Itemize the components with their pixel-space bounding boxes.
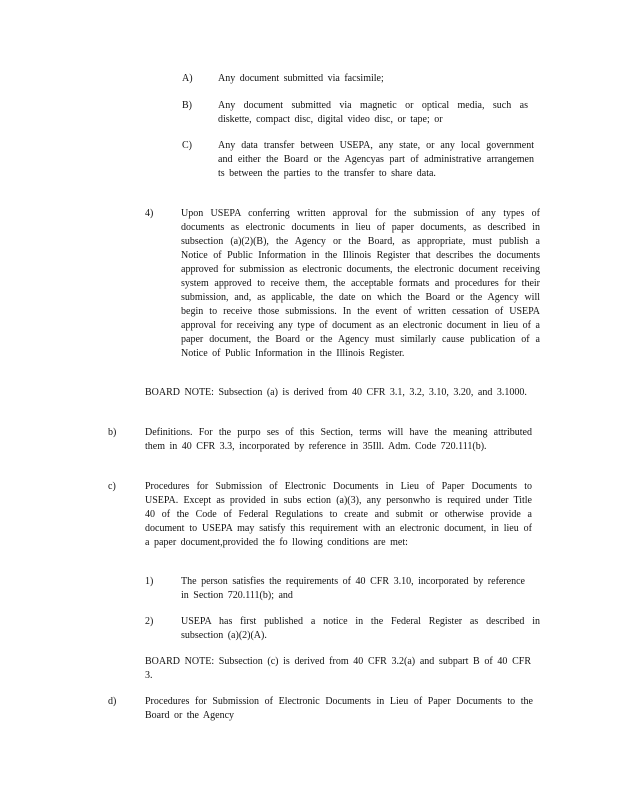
list-item-b [182, 99, 528, 127]
list-item-2 [145, 615, 540, 643]
item-text: The person satisfies the requirements of 40 CFR 3.10, incorporated by reference in Section 720.111(b); and [181, 576, 525, 601]
item-label: A) [182, 73, 193, 84]
item-label: C) [182, 140, 192, 151]
item-text: Any document submitted via magnetic or optical media, such as diskette, compact disc, digital video disc, or tape; or [218, 100, 528, 125]
item-text: USEPA has first published a notice in the Federal Register as described in subsection (a)(2)(A). [181, 616, 540, 641]
section-label: d) [108, 696, 117, 707]
section-text: Procedures for Submission of Electronic Documents in Lieu of Paper Documents to USEPA. Except as provided in subs ection (a)(3), any personwho is required under Title 40 of the Code of Federal Regulations to create and submit or otherwise provide a document to USEPA may satisfy this requirement with an electronic document, in lieu of a paper document,provided the fo llowing conditions are met: [145, 481, 532, 548]
item-text: Any document submitted via facsimile; [218, 73, 384, 84]
board-note-c: BOARD NOTE: Subsection (c) is derived from 40 CFR 3.2(a) and subpart B of 40 CFR 3. [145, 656, 531, 681]
section-d [108, 695, 533, 723]
item-label: 2) [145, 616, 154, 627]
section-label: b) [108, 427, 117, 438]
list-item-1 [145, 575, 525, 603]
item-label: 1) [145, 576, 154, 587]
section-c [108, 480, 532, 550]
section-text: Procedures for Submission of Electronic Documents in Lieu of Paper Documents to the Board or the Agency [145, 696, 533, 721]
item-label: 4) [145, 208, 154, 219]
item-text: Upon USEPA conferring written approval for the submission of any types of documents as electronic documents in lieu of paper documents, as described in subsection (a)(2)(B), the Agency or the Board, as appropriate, must publish a Notice of Public Information in the Illinois Register that describes the documents approved for submission as electronic documents, the electronic document receiving system approved to receive them, the acceptable formats and procedures for their submission, and, as applicable, the date on which the Board or the Agency will begin to receive those submissions. In the event of written cessation of USEPA approval for receiving any type of document as an electronic document in lieu of a paper document, the Board or the Agency must similarly cause publication of a Notice of Public Information in the Illinois Register. [181, 208, 540, 359]
section-b [108, 426, 532, 454]
board-note-a: BOARD NOTE: Subsection (a) is derived from 40 CFR 3.1, 3.2, 3.10, 3.20, and 3.1000. [145, 387, 527, 398]
item-text: Any data transfer between USEPA, any state, or any local government and either the Board or the Agencyas part of administrative arrangemen ts between the parties to the transfer to share data. [218, 140, 534, 179]
list-item-4 [145, 207, 540, 361]
section-text: Definitions. For the purpo ses of this Section, terms will have the meaning attributed them in 40 CFR 3.3, incorporated by reference in 35Ill. Adm. Code 720.111(b). [145, 427, 532, 452]
list-item-a [182, 72, 538, 86]
list-item-c [182, 139, 534, 181]
section-label: c) [108, 481, 116, 492]
item-label: B) [182, 100, 192, 111]
